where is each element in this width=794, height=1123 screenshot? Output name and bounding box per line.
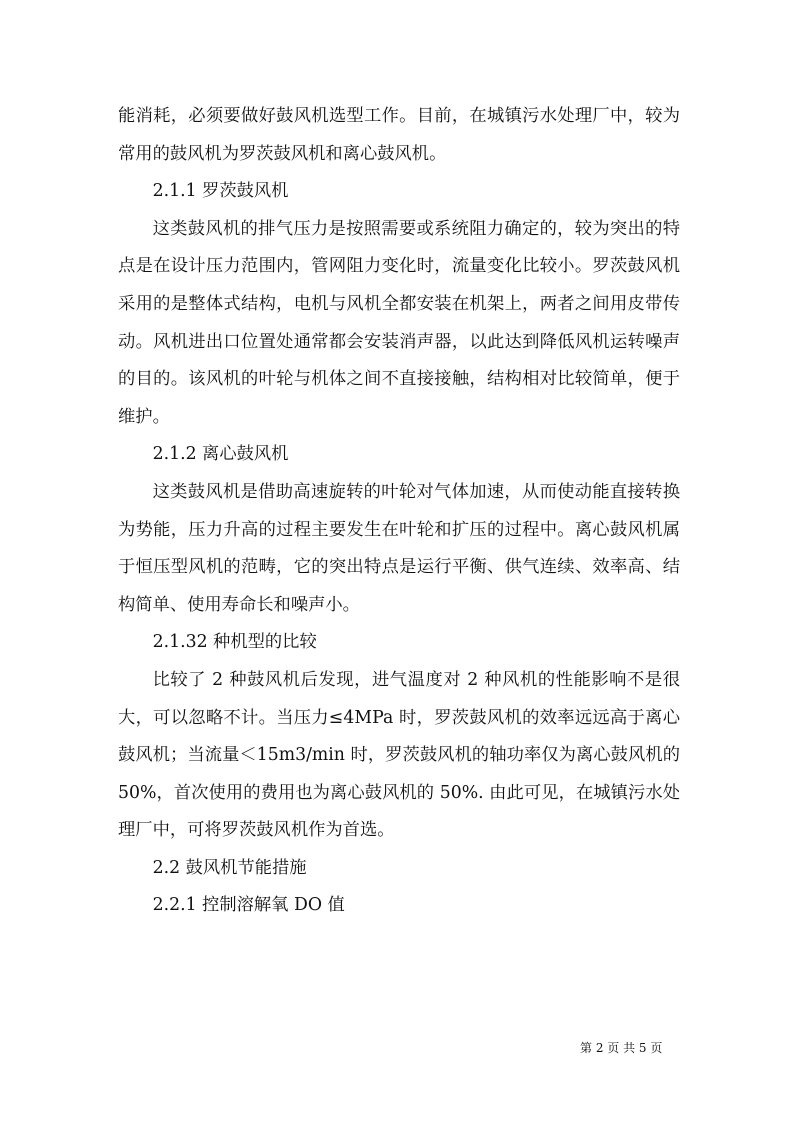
section-heading-control-do: 2.2.1 控制溶解氧 DO 值 xyxy=(152,895,345,916)
paragraph-model-comparison: 比较了 2 种鼓风机后发现，进气温度对 2 种风机的性能影响不是很大，可以忽略不计。当压力≤4MPa 时，罗茨鼓风机的效率远远高于离心鼓风机；当流量＜15m3/min 时，罗茨鼓风机的轴功率仅为离心鼓风机的 50%，首次使用的费用也为离心鼓风机的 50%. 由此可见，在城镇污水处理厂中，可将罗茨鼓风机作为首选。 xyxy=(118,669,680,841)
paragraph-centrifugal-blower: 这类鼓风机是借助高速旋转的叶轮对气体加速，从而使动能直接转换为势能，压力升高的过程主要发生在叶轮和扩压的过程中。离心鼓风机属于恒压型风机的范畴，它的突出特点是运行平衡、供气连续、效率高、结构简单、使用寿命长和噪声小。 xyxy=(118,481,680,615)
paragraph-roots-blower: 这类鼓风机的排气压力是按照需要或系统阻力确定的，较为突出的特点是在设计压力范围内，管网阻力变化时，流量变化比较小。罗茨鼓风机采用的是整体式结构，电机与风机全都安装在机架上，两者之间用皮带传动。风机进出口位置处通常都会安装消声器，以此达到降低风机运转噪声的目的。该风机的叶轮与机体之间不直接接触，结构相对比较简单，便于维护。 xyxy=(118,218,680,427)
section-heading-centrifugal-blower: 2.1.2 离心鼓风机 xyxy=(152,444,289,465)
document-body xyxy=(118,98,680,925)
paragraph-continuation: 能消耗，必须要做好鼓风机选型工作。目前，在城镇污水处理厂中，较为常用的鼓风机为罗茨鼓风机和离心鼓风机。 xyxy=(118,106,680,164)
page-number: 第 2 页 共 5 页 xyxy=(580,1041,663,1055)
section-heading-model-comparison: 2.1.32 种机型的比较 xyxy=(152,632,317,653)
section-heading-energy-saving: 2.2 鼓风机节能措施 xyxy=(152,857,307,878)
section-heading-roots-blower: 2.1.1 罗茨鼓风机 xyxy=(152,181,289,202)
